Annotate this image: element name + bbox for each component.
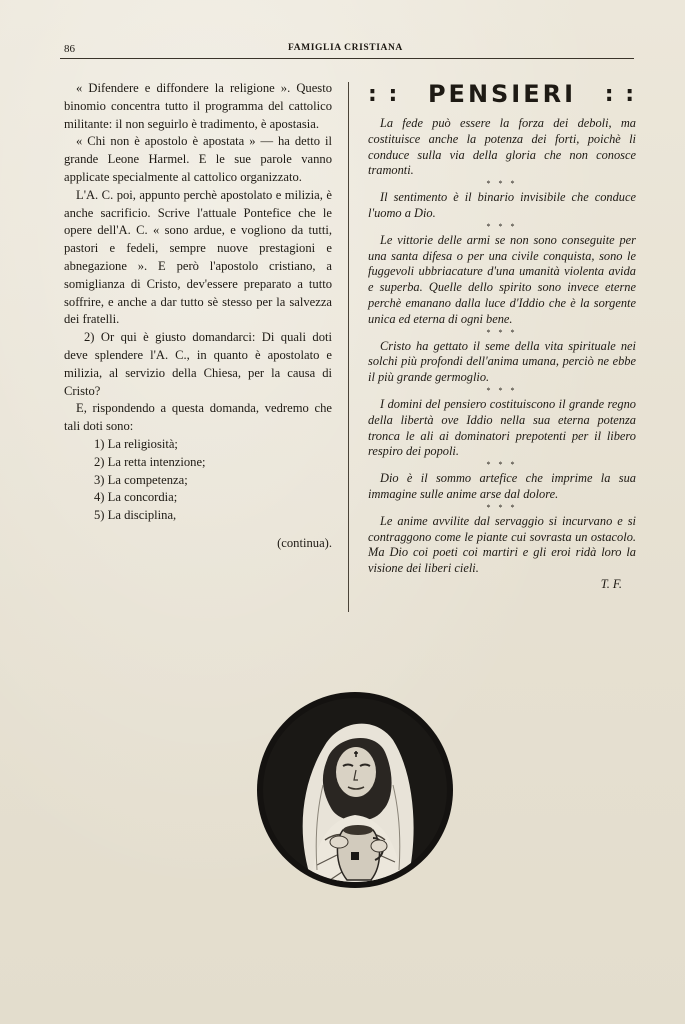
left-column-article (64, 80, 332, 553)
header-rule (60, 58, 634, 59)
column-divider (348, 82, 349, 612)
list-item: 3) La competenza; (94, 472, 188, 487)
thought-paragraph: Cristo ha gettato il seme della vita spirituale nei solchi più profondi dell'anima umana, perciò ne ebbe il più grande germoglio. (368, 338, 636, 385)
article-paragraph: L'A. C. poi, appunto perchè apostolato e milizia, è anche sacrificio. Scrive l'attuale Pontefice che le opere dell'A. C. « sono ardue, e vogliono da tutti, pastori e fedeli, sempre nuove prestagioni e abnegazione ». E però l'apostolo cristiano, a somiglianza di Cristo, dev'essere preparato a tutto soffrire, e anche a dar tutto sè stesso per la salvezza dei fratelli. (64, 187, 332, 327)
woman-with-jug-illustration (255, 690, 455, 890)
heading-ornament-right: : : (604, 81, 636, 107)
running-header-title: FAMIGLIA CRISTIANA (288, 43, 403, 53)
article-paragraph: 2) Or qui è giusto domandarci: Di quali doti deve splendere l'A. C., in quanto è apostolato e milizia, al servizio della Chiesa, per la causa di Cristo? (64, 330, 332, 398)
article-paragraph: « Chi non è apostolo è apostata » — ha detto il grande Leone Harmel. E le sue parole vanno applicate specialmente al cattolico organizzato. (64, 134, 332, 184)
pensieri-heading (368, 80, 636, 108)
thought-paragraph: Le anime avvilite dal servaggio si incurvano e si contraggono come le piante cui sovrasta un ostacolo. Ma Dio coi poeti coi martiri e gli eroi ridà loro la visione dei liberi cieli. (368, 513, 636, 576)
continua-note: (continua). (277, 535, 332, 550)
list-item: 5) La disciplina, (94, 508, 177, 523)
article-paragraph: E, rispondendo a questa domanda, vedremo che tali doti sono: (64, 401, 332, 434)
star-separator: * * * (486, 179, 518, 189)
list-item: 4) La concordia; (94, 490, 178, 505)
star-separator: * * * (486, 221, 518, 231)
signature-line (368, 577, 636, 593)
star-separator: * * * (486, 385, 518, 395)
thought-paragraph: Il sentimento è il binario invisibile che conduce l'uomo a Dio. (368, 190, 636, 220)
heading-ornament-left: : : (368, 81, 400, 107)
star-separator: * * * (486, 327, 518, 337)
heading-word: PENSIERI (427, 80, 577, 108)
list-item: 1) La religiosità; (94, 436, 178, 451)
thought-paragraph: Dio è il sommo artefice che imprime la sua immagine sulle anime arse dal dolore. (368, 471, 636, 501)
star-separator: * * * (486, 502, 518, 512)
thought-paragraph: La fede può essere la forza dei deboli, ma costituisce anche la potenza dei forti, poichè li conduce sulla via della gloria che non conosce tramonti. (368, 116, 636, 178)
virtues-list (64, 436, 332, 525)
page-number: 86 (64, 43, 75, 55)
thought-paragraph: I domini del pensiero costituiscono il grande regno della libertà ove Iddio nella sua eterna potenza tronca le ali ai dominatori prepotenti per il libero respiro dei popoli. (368, 396, 636, 459)
list-item: 2) La retta intenzione; (94, 454, 206, 469)
thought-paragraph: Le vittorie delle armi se non sono conseguite per una santa difesa o per una civile conquista, sono le fuggevoli ubbriacature d'una umanità violenta avida e superba. Quelle dello spirito sono invece eterne perchè emanano dalla luce d'Iddio che è la sorgente unica ed eterna di ogni bene. (368, 232, 636, 326)
article-paragraph: « Difendere e diffondere la religione ». Questo binomio concentra tutto il programma del cattolico militante: il non seguirlo è tradimento, è apostasia. (64, 81, 332, 131)
right-column-pensieri (368, 80, 636, 593)
author-signature: T. F. (600, 576, 622, 591)
star-separator: * * * (486, 460, 518, 470)
